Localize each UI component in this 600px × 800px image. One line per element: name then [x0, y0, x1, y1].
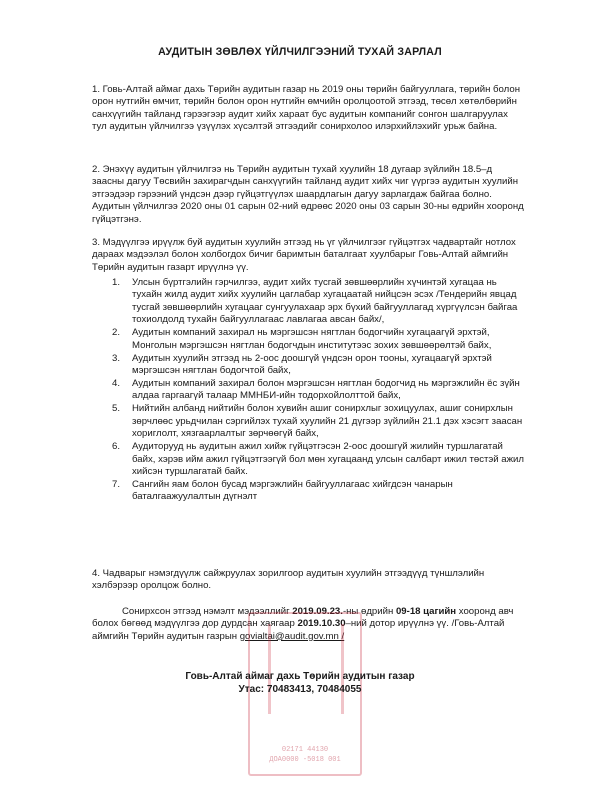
signature-phone: Утас: 70483413, 70484055 [238, 684, 362, 695]
list-item-number: 4. [112, 378, 121, 390]
list-item-text: Аудиторууд нь аудитын ажил хийж гүйцэтгэсэн 2-оос доошгүй жилийн туршлагатай байх, хэрэв ийм ажил гүйцэтгээгүй бол мөн хугацаанд улсын салбарт ижил төстэй ажил хийсэн туршлагатай байх. [132, 441, 525, 478]
list-item [112, 378, 524, 403]
list-item-number: 6. [112, 441, 121, 453]
contact-text: хооронд авч болох бөгөөд мэдүүлгээ дор дурдсан хаягаар [92, 606, 514, 630]
paragraph-1: 1. Говь-Алтай аймаг дахь Төрийн аудитын газар нь 2019 оны төрийн байгууллага, төрийн болон орон нутгийн өмчит, төрийн болон орон нутгийн өмчийн оролцоотой этгээд, төсөл хөтөлбөрийн санхүүгийн тайланд гэрээгээр аудит хийх хараат бус аудитын компанийг сонгон шалгаруулах тул аудитын үйлчилгээ үзүүлэх хүсэлтэй этгээдийг сонирхолоо илэрхийлэхийг урьж байна. [92, 84, 521, 133]
list-item-text: Сангийн яам болон бусад мэргэжлийн байгууллагаас хийгдсэн чанарын баталгаажуулалтын дүгнэлт [132, 479, 453, 503]
list-item [112, 327, 524, 352]
list-item-number: 1. [112, 277, 121, 288]
paragraph-2: 2. Энэхүү аудитын үйлчилгээ нь Төрийн аудитын тухай хуулийн 18 дугаар зүйлийн 18.5–д заасны дагуу Төсвийн захирагчдын санхүүгийн тайланд аудит хийх чиг үүргээ аудитын хуулийн этгээдээр гэрээний үндсэн дээр гүйцэтгүүлэх шаардлагын дагуу зарлагдаж байгаа болно. Аудитын үйлчилгээ 2020 оны 01 сарын 02-ний өдрөөс 2020 оны 03 сарын 30-ны өдрийн хооронд гүйцэтгэнэ. [92, 164, 524, 225]
email-link[interactable]: govialtai@audit.gov.mn / [239, 630, 345, 642]
list-item-text: Улсын бүртгэлийн гэрчилгээ, аудит хийх тусгай зөвшөөрлийн хүчинтэй хугацаа нь тухайн жилд аудит хийх хуулийн цаглабар хугацаатай нийцсэн эсэх /Тендерийн явцад тусгай зөвшөөрлийн хугацааг сунгуулахаар эрх бүхий байгууллагад хүргүүлсэн байгаа тохиолдолд тухайн байгууллагаас лавлагаа авсан байх/, [132, 277, 518, 326]
signature-org: Говь-Алтай аймаг дахь Төрийн аудитын газар [185, 671, 415, 682]
list-item [112, 403, 524, 440]
stamp-code: 02171 44130 [281, 746, 329, 754]
paragraph-4: 4. Чадварыг нэмэгдүүлж сайжруулах зорилгоор аудитын хуулийн этгээдүүд түншлэлийн хэлбэрээр оролцож болно. [92, 568, 485, 592]
list-item [112, 479, 524, 504]
list-item [112, 277, 524, 327]
list-item [112, 353, 524, 378]
contact-text: Сонирхсон этгээд нэмэлт мэдээллийг [122, 606, 293, 617]
paragraph-3: 3. Мэдүүлгээ ирүүлж буй аудитын хуулийн этгээд нь үг үйлчилгээг гүйцэтгэх чадвартайг нотлох дараах мэдээлэл болон холбогдох бичиг баримтын баталгаат хуулбарыг Говь-Алтай аймгийн Төрийн аудитын газарт ирүүлнэ үү. [92, 237, 516, 273]
list-item-number: 3. [112, 352, 121, 364]
signature-block [0, 670, 600, 696]
list-item-text: Аудитын хуулийн этгээд нь 2-оос доошгүй үндсэн орон тооны, хугацаагүй эрхтэй мэргэшсэн нягтлан бодогчтой байх, [132, 352, 492, 377]
list-item-number: 2. [112, 327, 121, 339]
list-item-number: 5. [112, 403, 121, 415]
stamp-seal [268, 624, 344, 714]
list-item-text: Аудитын компаний захирал нь мэргэшсэн нягтлан бодогчийн хугацаагүй эрхтэй, Монголын мэргэшсэн нягтлан бодогчдын институтээс зохих зөвшөөрөлтэй байх, [132, 327, 492, 351]
contact-text: –ний дотор ирүүлнэ үү. /Говь-Алтай аймгийн Төрийн аудитын газрын [92, 618, 505, 642]
stamp-code: ДОА0000 -5018 001 [269, 756, 341, 764]
page-title: АУДИТЫН ЗӨВЛӨХ ҮЙЛЧИЛГЭЭНИЙ ТУХАЙ ЗАРЛАЛ [158, 46, 442, 58]
list-item [112, 441, 524, 478]
list-item-text: Аудитын компаний захирал болон мэргэшсэн нягтлан бодогчид нь мэргэжлийн ёс зүйн алдаа гаргаагүй талаар ММНБИ-ийн тодорхойлолттой байх, [132, 378, 520, 402]
deadline-date: 2019.10.30 [297, 618, 346, 630]
info-date: 2019.09.23. [292, 606, 343, 617]
list-item-number: 7. [112, 479, 121, 491]
requirements-list [112, 277, 524, 504]
contact-text: -ны өдрийн [342, 606, 396, 617]
list-item-text: Нийтийн албанд нийтийн болон хувийн ашиг сонирхлыг зохицуулах, ашиг сонирхлын зөрчлөөс урьдчилан сэргийлэх тухай хуулийн 21 дүгээр зүйлийн 21.1 дэх хэсэгт заасан хориглолт, хязгаарлалтыг зөрчөөгүй байх, [132, 403, 523, 440]
office-hours: 09-18 цагийн [395, 606, 457, 617]
